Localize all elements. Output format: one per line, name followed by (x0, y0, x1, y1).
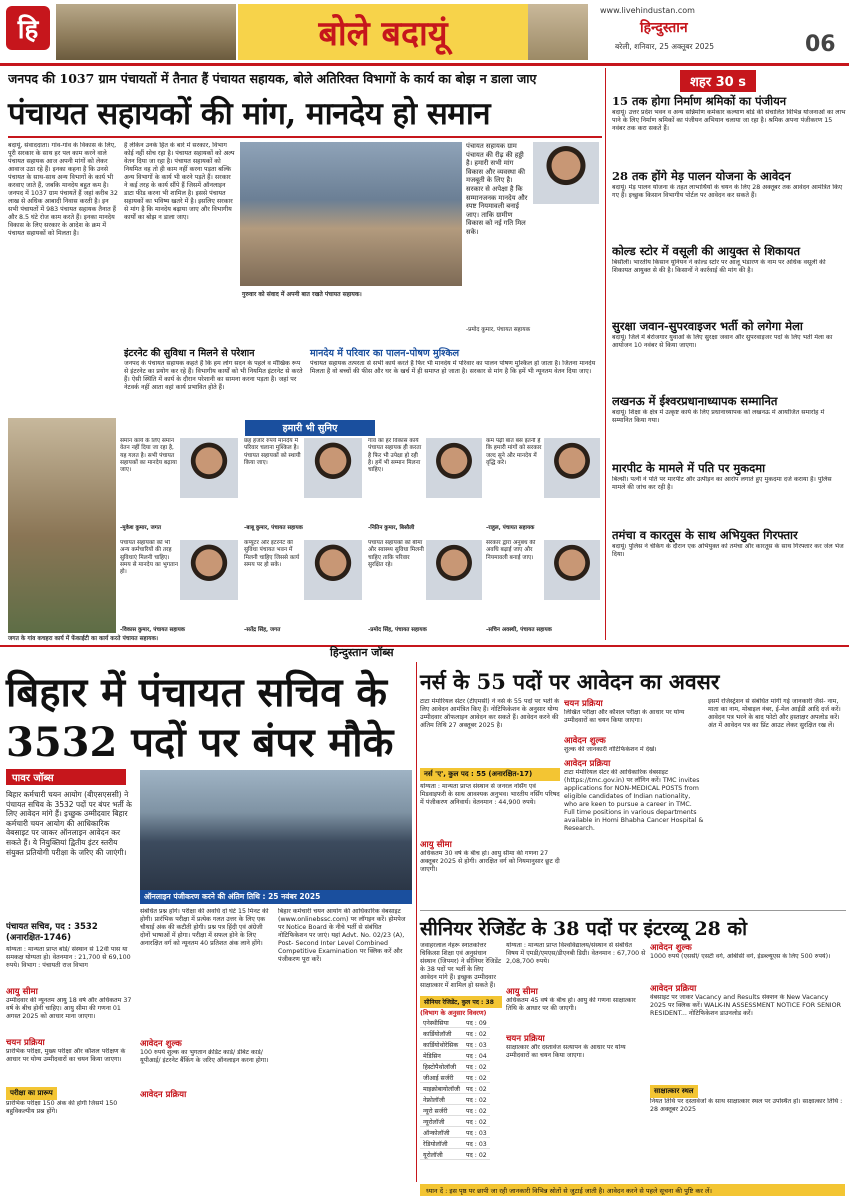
senior-col2 (506, 942, 646, 1182)
bihar-fee-text: 100 रुपये शुल्क का भुगतान क्रेडिट कार्ड/ डेबिट कार्ड/ यूपीआई/ इंटरनेट बैंकिंग के जरिए ऑनलाइन करना होगा। (140, 1049, 269, 1064)
senior-intro: जवाहरलाल नेहरू स्नातकोत्तर चिकित्सा शिक्षा एवं अनुसंधान संस्थान (जिपमर) ने सीनियर रेजिडेंट के 38 पदों पर भर्ती के लिए आवेदन मांगे हैं। इच्छुक उम्मीदवार साक्षात्कार में शामिल हो सकते हैं। (420, 942, 502, 989)
table-row (420, 1028, 490, 1039)
quote-card (486, 540, 602, 636)
dept-cell: न्यूरो सर्जरी (420, 1105, 463, 1116)
quotes-grid (120, 438, 602, 638)
quote-avatar (544, 540, 600, 600)
table-row (420, 1116, 490, 1127)
brief-body: बदायूं। मेड़ पालन योजना के तहत लाभार्थियों के चयन के लिए 28 अक्तूबर तक आवेदन आमंत्रित किए गए हैं। इच्छुक किसान विभागीय पोर्टल पर आवेदन कर सकते हैं। (612, 184, 843, 199)
quote-byline: -विकास कुमार, पंचायत सहायक (120, 627, 185, 633)
quote-card (368, 540, 484, 636)
posts-cell: पद : 02 (463, 1116, 490, 1127)
nurse-select-head: चयन प्रक्रिया (564, 699, 603, 709)
masthead-photo-right (528, 4, 588, 60)
table-row (420, 1149, 490, 1160)
lead-kicker: जनपद की 1037 ग्राम पंचायतों में तैनात हैं पंचायत सहायक, बोले अतिरिक्त विभागों के कार्य का बोझ न डाला जाए (8, 71, 537, 86)
brief-body: बदायूं। जिले में बेरोजगार युवाओं के लिए सुरक्षा जवान और सुपरवाइजर पदों के लिए भर्ती मेला का आयोजन 10 नवंबर से किया जाएगा। (612, 334, 833, 349)
quote-text: पंचायत सहायकों को बीमा और स्वास्थ्य सुविधा मिलनी चाहिए ताकि परिवार सुरक्षित रहे। (368, 540, 424, 568)
table-row (420, 1039, 490, 1050)
section-title-band (238, 4, 528, 60)
senior-fee-head: आवेदन शुल्क (650, 943, 692, 953)
masthead (0, 0, 849, 66)
section-title: बोले बदायूं (318, 14, 448, 54)
senior-interview-head: साक्षात्कार स्थल (650, 1085, 698, 1098)
table-row (420, 1094, 490, 1105)
brief-item (612, 319, 846, 390)
group-photo-caption: गुरुवार को संवाद में अपनी बात रखते पंचायत सहायक। (242, 291, 362, 298)
dept-cell: नेफ्रोलॉजी (420, 1094, 463, 1105)
brief-body: बिल्सी। पत्नी ने पति पर मारपीट और उत्पीड़न का आरोप लगाते हुए मुकदमा दर्ज कराया है। पुलिस मामले की जांच कर रही है। (612, 476, 832, 491)
brief-item (612, 244, 846, 315)
bihar-col2-text: संबंधित प्रश्न होंगे। परीक्षा की अवधि दो घंटे 15 मिनट की होगी। प्रारंभिक परीक्षा में प्रत्येक गलत उत्तर के लिए एक चौथाई अंक की कटौती होगी। प्रश्न पत्र हिंदी एवं अंग्रेजी दोनों भाषाओं में होगा। परीक्षा में सफल होने के लिए अनारक्षित वर्ग को न्यूनतम 40 प्रतिशत अंक लाने होंगे। (140, 908, 269, 947)
bihar-deadline-banner: ऑनलाइन पंजीकरण करने की अंतिम तिथि : 25 नवंबर 2025 (140, 890, 412, 904)
table-row (420, 1083, 490, 1094)
bihar-apply-text: बिहार कर्मचारी चयन आयोग की आधिकारिक वेबसाइट (www.onlinebssc.com) पर लॉगइन करें। होमपेज पर Notice Board के नीचे भर्ती से संबंधित नोटिफिकेशन पर जाएं। यहां Advt. No. 02/23 (A), Post- Second Inter Level Combined Competitive Examination पर क्लिक करें और पंजीकरण पूरा करें। (278, 908, 406, 963)
bihar-exam-text: प्रारंभिक परीक्षा 150 अंक की होगी जिसमें 150 बहुविकल्पीय प्रश्न होंगे। (6, 1100, 118, 1115)
senior-age-text: अधिकतम 45 वर्ष के बीच हो। आयु की गणना साक्षात्कार तिथि के आधार पर की जाएगी। (506, 997, 636, 1012)
quote-text: सरकार द्वारा अनुबंध की अवधि बढ़ाई जाए और नियमावली बनाई जाए। (486, 540, 536, 561)
box2-title: मानदेय में परिवार का पालन-पोषण मुश्किल (310, 348, 460, 359)
brief-body: बदायूं। उत्तर प्रदेश भवन व अन्य सन्निर्माण कर्मकार कल्याण बोर्ड की संचालित विभिन्न योजनाओं का लाभ पाने के लिए निर्माण श्रमिकों का पंजीयन अभियान चलाया जा रहा है। श्रमिक अपना पंजीकरण 15 नवंबर तक करा सकते हैं। (612, 109, 846, 132)
brief-headline: मारपीट के मामले में पति पर मुकदमा (612, 461, 766, 475)
bihar-col2 (140, 908, 272, 1184)
quote-byline: -मुकेश कुमार, जगत (120, 525, 161, 531)
bihar-apply-head: आवेदन प्रक्रिया (140, 1090, 187, 1100)
senior-table-head: सीनियर रेजिडेंट, कुल पद : 38 (420, 996, 502, 1008)
bihar-intro: बिहार कर्मचारी चयन आयोग (बीएसएससी) ने पंचायत सचिव के 3532 पदों पर बंपर भर्ती के लिए आवेदन मांगे हैं। इच्छुक उम्मीदवार बिहार कर्मचारी चयन आयोग की आधिकारिक वेबसाइट पर जाकर ऑनलाइन आवेदन कर सकते हैं। ये नियुक्तियां द्वितीय इंटर स्तरीय संयुक्त प्रतियोगी परीक्षा के जरिए की जाएंगी। (6, 790, 132, 857)
brief-headline: लखनऊ में ईश्वरप्रधानाध्यापक सम्मानित (612, 394, 778, 408)
quote-text: कम पढ़ी बात बस इतनी है कि हमारी मांगों को सरकार जल्द सुने और मानदेय में वृद्धि करे। (486, 438, 542, 466)
bihar-age-text: उम्मीदवार की न्यूनतम आयु 18 वर्ष और अधिकतम 37 वर्ष के बीच होनी चाहिए। आयु सीमा की गणना 01 अगस्त 2025 को आधार माना जाएगा। (6, 997, 132, 1020)
brief-headline: 28 तक होंगे मेड़ पालन योजना के आवेदन (612, 169, 791, 183)
nurse-fee-head: आवेदन शुल्क (564, 736, 606, 746)
senior-col1 (420, 942, 502, 1182)
posts-cell: पद : 02 (463, 1149, 490, 1160)
nurse-col2 (564, 698, 704, 910)
quote-card (244, 438, 364, 534)
lead-body-col1: बदायूं, संवाददाता। गांव-गांव के विकास के लिए, पूरी सरकार के साथ हर पल काम करने वाले पंचायत सहायक आज अपनी मांगों को लेकर आवाज उठा रहे हैं। इनका कहना है कि उनसे पंचायत के साथ-साथ अन्य विभागों के कार्य भी करवाए जाते हैं, जबकि मानदेय बहुत कम है। जनपद में 1037 ग्राम पंचायतें हैं जहां करीब 32 लाख से अधिक आबादी निवास करती है। इन सभी पंचायतों में 983 पंचायत सहायक तैनात हैं और 8.5 घंटे रोज काम करते हैं। इनका मानदेय विकास के लिए सरकार के आदेश के क्रम में पंचायत सहायकों को मिलता है। (8, 142, 118, 237)
bihar-age-head: आयु सीमा (6, 987, 38, 997)
posts-cell: पद : 03 (463, 1127, 490, 1138)
quote-text: पंचायत सहायकों को भी अन्य कर्मचारियों की तरह सुविधाएं मिलनी चाहिए। समय से मानदेय का भुगतान हो। (120, 540, 178, 576)
quote-byline: -प्रमोद सिंह, पंचायत सहायक (368, 627, 427, 633)
senior-posts-table (420, 1017, 490, 1160)
brief-item (612, 394, 846, 457)
sidebar-briefs (612, 94, 846, 640)
students-photo (140, 770, 412, 890)
senior-col3 (650, 942, 846, 1182)
brief-item (612, 528, 846, 591)
jobs-disclaimer: ध्यान दें : इस पृष्ठ पर छापी जा रही जानकारी विभिन्न स्रोतों से जुटाई जाती है। आवेदन करने से पहले सूचना की पुष्टि कर लें। (420, 1184, 845, 1196)
dept-cell: मेडिसिन (420, 1050, 463, 1061)
suno-title: हमारी भी सुनिए (245, 420, 375, 436)
nurse-headline: नर्स के 55 पदों पर आवेदन का अवसर (420, 669, 720, 694)
quote-text: कंप्यूटर और इंटरनेट की सुविधा पंचायत भवन में मिलनी चाहिए जिससे कार्य समय पर हो सके। (244, 540, 300, 568)
table-row (420, 1061, 490, 1072)
brief-body: बदायूं। पुलिस ने चेकिंग के दौरान एक अभियुक्त को तमंचा और कारतूस के साथ गिरफ्तार कर जेल भेज दिया। (612, 543, 844, 558)
sidebar-divider (605, 68, 606, 640)
nurse-post-line: नर्स 'ए', कुल पद : 55 (अनारक्षित-17) (420, 768, 560, 781)
masthead-photo-left (56, 4, 236, 60)
nurse-col3: इसमें रजिस्ट्रेशन से संबंधित मांगी गई जानकारी जैसे- नाम, माता का नाम, मोबाइल नंबर, ई-मेल आईडी आदि दर्ज करें। आवेदन पत्र भरने के बाद फोटो और हस्ताक्षर अपलोड करें। अंत में आवेदन पत्र का प्रिंट आउट लेकर सुरक्षित रख लें। (708, 698, 841, 729)
table-row (420, 1050, 490, 1061)
dept-cell: रेडियोलॉजी (420, 1138, 463, 1149)
quote-card (368, 438, 484, 534)
posts-cell: पद : 02 (463, 1061, 490, 1072)
dept-cell: कार्डियोथोरेसिक (420, 1039, 463, 1050)
table-row (420, 1138, 490, 1149)
pull-quote-byline: -प्रमोद कुमार, पंचायत सहायक (466, 327, 531, 333)
bihar-headline-line1: बिहार में पंचायत सचिव के (6, 669, 388, 716)
bihar-headline-line2: 3532 पदों पर बंपर मौके (6, 719, 394, 766)
brief-body: बदायूं। शिक्षा के क्षेत्र में उत्कृष्ट कार्य के लिए प्रधानाध्यापक को लखनऊ में आयोजित समारोह में सम्मानित किया गया। (612, 409, 825, 424)
logo-badge: हि (6, 6, 50, 50)
brief-body: बिसौली। भारतीय किसान यूनियन ने कोल्ड स्टोर पर आलू भंडारण के नाम पर अधिक वसूली की शिकायत आयुक्त से की है। किसानों ने कार्रवाई की मांग की है। (612, 259, 826, 274)
bihar-selection-head: चयन प्रक्रिया (6, 1038, 45, 1048)
bihar-exam-head: परीक्षा का प्रारूप (6, 1087, 57, 1100)
power-jobs-tag: पावर जॉब्स (6, 769, 126, 785)
lead-headline: पंचायत सहायकों की मांग, मानदेय हो समान (8, 96, 491, 132)
pull-quote: पंचायत सहायक ग्राम पंचायत की रीढ़ की हड्डी है। हमारी सभी मांग विकास और व्यवस्था की मजबूती के लिए है। सरकार से अपेक्षा है कि सम्मानजनक मानदेय और स्पष्ट नियमावली बनाई जाए। ताकि ग्रामीण विकास को नई गति मिल सके। (466, 142, 528, 236)
bihar-details: योग्यता : मान्यता प्राप्त बोर्ड/ संस्थान से 12वीं पास या समकक्ष योग्यता हो। वेतनमान : 21,700 से 69,100 रुपये। विभाग : पंचायती राज विभाग (6, 946, 131, 969)
quote-byline: -सतेंद्र सिंह, जगत (244, 627, 281, 633)
quote-avatar (180, 540, 238, 600)
bihar-headline (6, 668, 393, 768)
brief-item (612, 94, 846, 165)
nurse-fee-text: शुल्क की जानकारी नोटिफिकेशन में देखें। (564, 746, 657, 753)
posts-cell: पद : 09 (463, 1017, 490, 1028)
dept-cell: माइक्रोबायोलॉजी (420, 1083, 463, 1094)
dept-cell: एनेस्थीसिया (420, 1017, 463, 1028)
quote-avatar (426, 438, 482, 498)
box1-body: जनपद के पंचायत सहायक कहते हैं कि हम लोग सदन के पहले व मौखिक रूप से इंटरनेट का प्रयोग कर रहे हैं। विभागीय कार्यों को भी नियमित इंटरनेट से करते हैं। ऐसी स्थिति में कार्य के दौरान परेशानी का सामना करना पड़ता है। जहां पर नेटवर्क नहीं आता वहां कार्य प्रभावित होते हैं। (124, 360, 303, 391)
senior-select-head: चयन प्रक्रिया (506, 1034, 545, 1044)
nurse-apply-head: आवेदन प्रक्रिया (564, 759, 611, 769)
brief-headline: 15 तक होगा निर्माण श्रमिकों का पंजीयन (612, 94, 787, 108)
nurse-age-head: आयु सीमा (420, 840, 452, 850)
posts-cell: पद : 02 (463, 1072, 490, 1083)
dept-cell: न्यूरोलॉजी (420, 1116, 463, 1127)
lead-body-col2: है लेकिन उनके हित के बारे में सरकार, विभाग कोई नहीं सोच रहा है। पंचायत सहायकों को अल्प वेतन दिया जा रहा है। पंचायत सहायकों को नियमित वह तो ही काम नहीं करना पड़ता बल्कि अन्य विभागों के कार्य भी करने पड़ते हैं। सरकार ने कई तरह के कार्य सौंपे हैं जिसमें ऑनलाइन डाटा फीड करना भी शामिल है। इससे पंचायत सहायकों का भविष्य खतरे में है। इसलिए सरकार से मांग है कि मानदेय बढ़ाया जाए और विभागीय कार्यों का बोझ न डाला जाए। (124, 142, 235, 221)
quote-byline: -बाबू कुमार, पंचायत सहायक (244, 525, 303, 531)
page-number: 06 (805, 32, 836, 57)
bihar-fee-head: आवेदन शुल्क (140, 1039, 182, 1049)
group-photo (240, 142, 462, 286)
quote-avatar (426, 540, 482, 600)
table-row (420, 1017, 490, 1028)
jobs-subdivider (420, 910, 846, 911)
jobs-divider (416, 662, 417, 1182)
brief-item (612, 169, 846, 240)
quote-avatar (304, 438, 362, 498)
quote-portrait (533, 142, 599, 204)
quote-text: समान कार्य के लिए समान वेतन नहीं दिया जा रहा है, यह गलत है। सभी पंचायत सहायकों का मानदेय बढ़ाया जाए। (120, 438, 177, 474)
bihar-post-line: पंचायत सचिव, पद : 3532 (अनारक्षित-1746) (6, 922, 98, 943)
brief-item (612, 461, 846, 524)
senior-apply-head: आवेदन प्रक्रिया (650, 984, 697, 994)
nurse-age-text: अधिकतम 30 वर्ष के बीच हो। आयु सीमा की गणना 27 अक्तूबर 2025 से होगी। आरक्षित वर्ग को नियमानुसार छूट दी जाएगी। (420, 850, 560, 873)
box1-title: इंटरनेट की सुविधा न मिलने से परेशान (124, 348, 255, 359)
quote-card (120, 438, 240, 534)
brief-headline: तमंचा व कारतूस के साथ अभियुक्त गिरफ्तार (612, 528, 798, 542)
quote-card (120, 540, 240, 636)
posts-cell: पद : 02 (463, 1105, 490, 1116)
paper-name: हिन्दुस्तान (640, 20, 688, 36)
senior-age-head: आयु सीमा (506, 987, 538, 997)
nurse-intro: टाटा मेमोरियल सेंटर (टीएमसी) ने नर्स के 55 पदों पर भर्ती के लिए आवेदन आमंत्रित किए हैं। नोटिफिकेशन के अनुसार योग्य उम्मीदवार ऑफलाइन आवेदन कर सकते हैं। आवेदन करने की अंतिम तिथि 27 अक्तूबर 2025 है। (420, 698, 560, 729)
nurse-col1 (420, 698, 560, 910)
table-row (420, 1072, 490, 1083)
table-row (420, 1127, 490, 1138)
bihar-selection-text: प्रारंभिक परीक्षा, मुख्य परीक्षा और कौशल परीक्षण के आधार पर योग्य उम्मीदवारों का चयन किया जाएगा। (6, 1048, 126, 1063)
nurse-select-text: लिखित परीक्षा और कौशल परीक्षा के आधार पर योग्य उम्मीदवारों का चयन किया जाएगा। (564, 709, 685, 724)
quote-card (486, 438, 602, 534)
village-photo-caption: जगत के गांव कचहरा कार्य में फेंकाईटी का कार्य करते पंचायत सहायक। (8, 636, 159, 642)
dept-cell: यूरोलॉजी (420, 1149, 463, 1160)
posts-cell: पद : 03 (463, 1138, 490, 1149)
quote-byline: -नितिन कुमार, बिसौली (368, 525, 415, 531)
posts-cell: पद : 02 (463, 1028, 490, 1039)
dept-cell: ऑन्कोलॉजी (420, 1127, 463, 1138)
brief-headline: कोल्ड स्टोर में वसूली की आयुक्त से शिकायत (612, 244, 801, 258)
quote-card (244, 540, 364, 636)
posts-cell: पद : 04 (463, 1050, 490, 1061)
quote-avatar (304, 540, 362, 600)
dept-cell: कार्डियोलॉजी (420, 1028, 463, 1039)
box2-body: पंचायत सहायक तत्परता से सभी कार्य करते हैं फिर भी मानदेय में परिवार का पालन पोषण मुश्किल हो जाता है। जितना मानदेय मिलता है वो बच्चों की फीस और घर के खर्च में ही समाप्त हो जाता है। सरकार से मांग है कि हमें भी न्यूनतम वेतन दिया जाए। (310, 360, 596, 375)
nurse-qual: योग्यता : मान्यता प्राप्त संस्थान से जनरल नर्सिंग एवं मिडवाइफरी के साथ आवश्यक अनुभव। भारतीय नर्सिंग परिषद में पंजीकरण अनिवार्य। वेतनमान : 44,900 रुपये। (420, 783, 560, 806)
senior-headline: सीनियर रेजिडेंट के 38 पदों पर इंटरव्यू 28 को (420, 918, 748, 940)
bihar-col1 (6, 790, 134, 1182)
posts-cell: पद : 03 (463, 1039, 490, 1050)
posts-cell: पद : 02 (463, 1083, 490, 1094)
quote-avatar (544, 438, 600, 498)
senior-apply-text: वेबसाइट पर जाकर Vacancy and Results सेक्शन के New Vacancy 2025 पर क्लिक करें। WALK-IN ASSESSMENT NOTICE FOR SENIOR RESIDENT... नोटिफिकेशन डाउनलोड करें। (650, 994, 841, 1017)
quote-text: छह हजार रुपये मानदेय में परिवार चलाना मुश्किल है। पंचायत सहायकों को स्थायी किया जाए। (244, 438, 301, 466)
senior-fee-text: 1000 रुपये (एससी/ एसटी वर्ग, ओबीसी वर्ग, ईडब्ल्यूएस के लिए 500 रुपये)। (650, 953, 831, 960)
headline-rule (8, 136, 602, 138)
table-row (420, 1105, 490, 1116)
quote-text: गांव का हर विकास कार्य पंचायत सहायक ही करता है फिर भी उपेक्षा हो रही है। हमें भी सम्मान मिलना चाहिए। (368, 438, 422, 474)
dept-cell: जीआई सर्जरी (420, 1072, 463, 1083)
jobs-section-rule (0, 645, 849, 661)
dateline: बरेली, शनिवार, 25 अक्तूबर 2025 (615, 42, 715, 51)
quote-byline: -राहुल, पंचायत सहायक (486, 525, 535, 531)
senior-interview-text: नियत तिथि पर दस्तावेजों के साथ साक्षात्कार स्थल पर उपस्थित हों। साक्षात्कार तिथि : 28 अक्तूबर 2025 (650, 1098, 843, 1113)
city-badge: शहर 30 s (680, 70, 756, 92)
posts-cell: पद : 02 (463, 1094, 490, 1105)
jobs-section-label: हिन्दुस्तान जॉब्स (330, 646, 394, 659)
senior-select-text: साक्षात्कार और दस्तावेज सत्यापन के आधार पर योग्य उम्मीदवारों का चयन किया जाएगा। (506, 1044, 626, 1059)
village-work-photo (8, 418, 116, 633)
senior-table-sub: (विभाग के अनुसार विवरण) (420, 1009, 487, 1017)
brief-headline: सुरक्षा जवान-सुपरवाइजर भर्ती को लगेगा मेला (612, 319, 803, 333)
quote-avatar (180, 438, 238, 498)
site-url[interactable]: www.livehindustan.com (600, 6, 695, 15)
nurse-apply-text: टाटा मेमोरियल सेंटर की आधिकारिक वेबसाइट (https://tmc.gov.in) पर लॉगिन करें। TMC invites applications for NON-MEDICAL POSTS from eligible candidates of Indian nationality, who are keen to pursue a career in TMC. Full time positions in various departments available in Homi Bhabha Cancer Hospital & Research. (564, 769, 704, 832)
dept-cell: हिस्टोपैथोलॉजी (420, 1061, 463, 1072)
senior-qual: योग्यता : मान्यता प्राप्त विश्वविद्यालय/संस्थान से संबंधित विषय में एमडी/एमएस/डीएनबी डिग्री। वेतनमान : 67,700 से 2,08,700 रुपये। (506, 942, 646, 965)
quote-byline: -सचिन अवस्थी, पंचायत सहायक (486, 627, 552, 633)
